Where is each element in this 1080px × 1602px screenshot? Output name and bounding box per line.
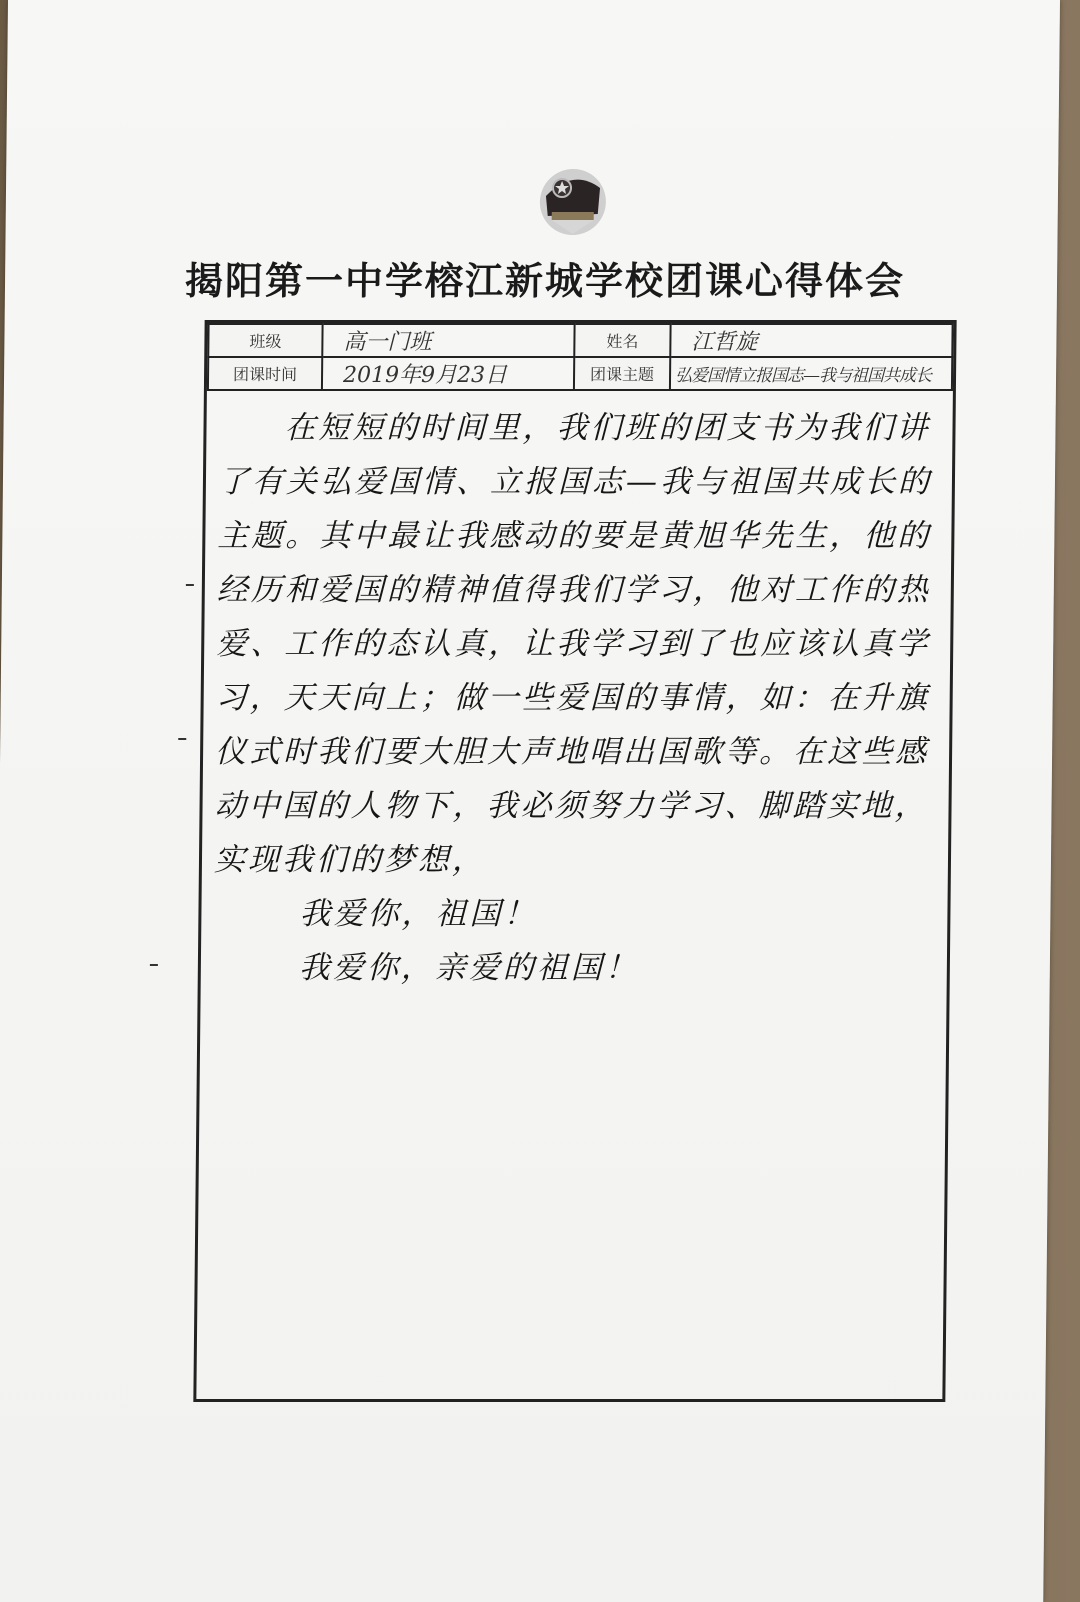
name-label: 姓名	[574, 324, 670, 357]
header-table	[207, 323, 954, 391]
youth-league-emblem-icon	[538, 166, 609, 238]
class-value: 高一门班	[322, 324, 574, 357]
time-label: 团课时间	[208, 357, 322, 390]
topic-value: 弘爱国情立报国志—我与祖国共成长	[670, 357, 952, 390]
time-value: 2019年9月23日	[322, 357, 574, 390]
page-title: 揭阳第一中学榕江新城学校团课心得体会	[184, 259, 906, 303]
header-row-1	[208, 324, 952, 357]
margin-mark	[178, 738, 186, 740]
exclamation-line-1: 我爱你，祖国！	[299, 896, 538, 932]
margin-mark	[186, 584, 194, 586]
name-value: 江哲旋	[670, 324, 952, 357]
header-row-2	[208, 357, 952, 390]
exclamation-line-2: 我爱你，亲爱的祖国！	[298, 950, 640, 986]
margin-mark	[150, 964, 158, 966]
class-label: 班级	[208, 324, 322, 357]
essay-paragraph: 在短短的时间里，我们班的团支书为我们讲了有关弘爱国情、立报国志—我与祖国共成长的主题。其中最让我感动的要是黄旭华先生，他的经历和爱国的精神值得我们学习，他对工作的热爱、工作的态认真，让我学习到了也应该认真学习，天天向上；做一些爱国的事情，如：在升旗仪式时我们要大胆大声地唱出国歌等。在这些感动中国的人物下，我必须努力学习、脚踏实地，实现我们的梦想，	[213, 410, 933, 878]
essay-body	[213, 401, 943, 995]
form-frame	[193, 320, 956, 1402]
topic-label: 团课主题	[574, 357, 670, 390]
